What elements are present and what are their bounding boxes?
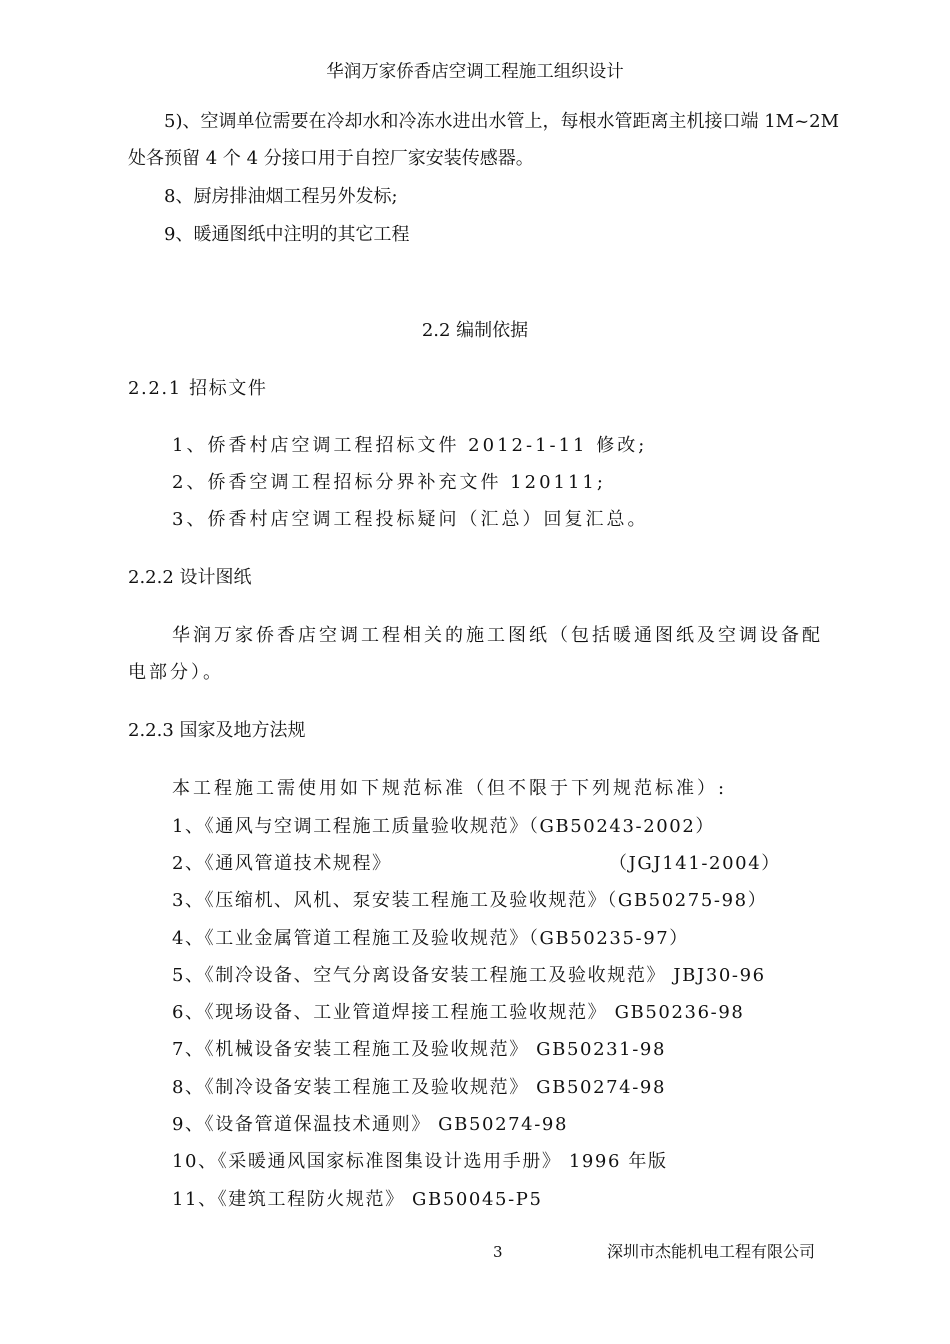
section-heading-2-2-1: 2.2.1 招标文件 bbox=[128, 378, 268, 399]
bid-document-item: 2、侨香空调工程招标分界补充文件 120111; bbox=[172, 472, 606, 493]
footer-company: 深圳市杰能机电工程有限公司 bbox=[607, 1242, 816, 1261]
section-heading-2-2-3: 2.2.3 国家及地方法规 bbox=[128, 720, 306, 741]
standard-item: 9、《设备管道保温技术通则》 GB50274-98 bbox=[172, 1114, 569, 1135]
scope-item-5-line-2: 处各预留 4 个 4 分接口用于自控厂家安装传感器。 bbox=[128, 148, 534, 169]
drawings-paragraph-line-2: 电部分）。 bbox=[128, 662, 224, 683]
standard-item: 2、《通风管道技术规程》 bbox=[172, 853, 392, 874]
standard-item: 1、《通风与空调工程施工质量验收规范》（GB50243-2002） bbox=[172, 816, 716, 837]
standard-item: 10、《采暖通风国家标准图集设计选用手册》 1996 年版 bbox=[172, 1151, 668, 1172]
bid-document-item: 1、侨香村店空调工程招标文件 2012-1-11 修改; bbox=[172, 435, 648, 456]
scope-item-9: 9、暖通图纸中注明的其它工程 bbox=[164, 224, 410, 245]
standard-item: 7、《机械设备安装工程施工及验收规范》 GB50231-98 bbox=[172, 1039, 667, 1060]
standard-item: 5、《制冷设备、空气分离设备安装工程施工及验收规范》 JBJ30-96 bbox=[172, 965, 766, 986]
standards-intro: 本工程施工需使用如下规范标准（但不限于下列规范标准）: bbox=[172, 778, 728, 799]
standard-item: 4、《工业金属管道工程施工及验收规范》（GB50235-97） bbox=[172, 928, 689, 949]
standard-item: 8、《制冷设备安装工程施工及验收规范》 GB50274-98 bbox=[172, 1077, 667, 1098]
section-heading-2-2: 2.2 编制依据 bbox=[421, 320, 529, 341]
page-number: 3 bbox=[493, 1243, 503, 1261]
page-header-title: 华润万家侨香店空调工程施工组织设计 bbox=[326, 62, 624, 82]
scope-item-5-line-1: 5)、空调单位需要在冷却水和冷冻水进出水管上，每根水管距离主机接口端 1M~2M bbox=[164, 111, 840, 132]
scope-item-8: 8、厨房排油烟工程另外发标; bbox=[164, 186, 398, 207]
standard-item: 6、《现场设备、工业管道焊接工程施工验收规范》 GB50236-98 bbox=[172, 1002, 745, 1023]
section-heading-2-2-2: 2.2.2 设计图纸 bbox=[128, 567, 252, 588]
standard-item: 3、《压缩机、风机、泵安装工程施工及验收规范》（GB50275-98） bbox=[172, 890, 768, 911]
drawings-paragraph-line-1: 华润万家侨香店空调工程相关的施工图纸（包括暖通图纸及空调设备配 bbox=[172, 625, 823, 646]
standard-code: （JGJ141-2004） bbox=[609, 853, 781, 874]
bid-document-item: 3、侨香村店空调工程投标疑问（汇总）回复汇总。 bbox=[172, 509, 649, 530]
standard-item: 11、《建筑工程防火规范》 GB50045-P5 bbox=[172, 1189, 543, 1210]
